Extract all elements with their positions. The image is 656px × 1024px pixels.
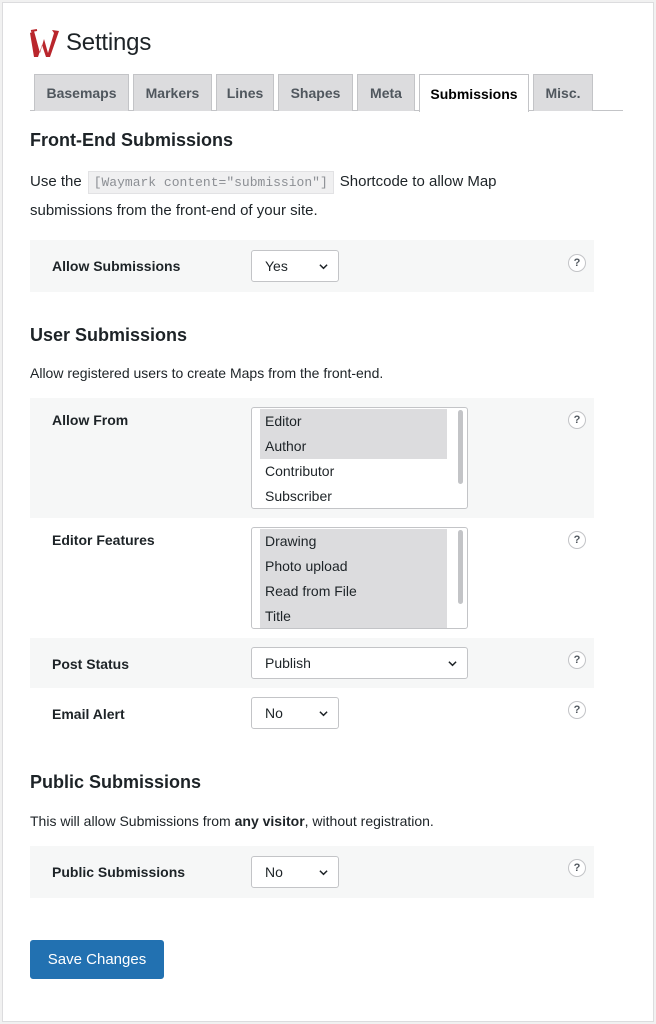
list-item[interactable]: Editor xyxy=(260,409,447,434)
editor-features-row xyxy=(30,518,594,638)
editor-features-label: Editor Features xyxy=(52,532,155,548)
front-end-desc-suffix: Shortcode to allow Map xyxy=(339,173,497,190)
public-submissions-select[interactable] xyxy=(251,856,339,888)
user-submissions-description: Allow registered users to create Maps from the front-end. xyxy=(30,365,384,381)
page-header xyxy=(28,25,151,61)
email-alert-value: No xyxy=(265,705,283,721)
allow-from-row xyxy=(30,398,594,518)
tab-meta[interactable]: Meta xyxy=(357,74,415,111)
post-status-select[interactable] xyxy=(251,647,468,679)
waymark-logo-icon xyxy=(28,27,62,59)
scrollbar[interactable] xyxy=(458,410,463,484)
post-status-row xyxy=(30,638,594,688)
public-desc-bold: any visitor xyxy=(234,813,305,829)
settings-tabs xyxy=(30,74,623,111)
help-icon[interactable]: ? xyxy=(568,651,586,669)
email-alert-select[interactable] xyxy=(251,697,339,729)
post-status-value: Publish xyxy=(265,655,311,671)
front-end-desc-line2: submissions from the front-end of your site. xyxy=(30,202,318,219)
public-submissions-label: Public Submissions xyxy=(52,864,186,880)
public-desc-prefix: This will allow Submissions from xyxy=(30,813,231,829)
public-submissions-value: No xyxy=(265,864,283,880)
tab-misc[interactable]: Misc. xyxy=(533,74,593,111)
public-submissions-row xyxy=(30,846,594,898)
allow-submissions-label: Allow Submissions xyxy=(52,258,181,274)
email-alert-row xyxy=(30,688,594,740)
page-title: Settings xyxy=(66,29,152,56)
allow-from-label: Allow From xyxy=(52,412,129,428)
user-submissions-heading: User Submissions xyxy=(30,325,188,345)
public-submissions-description xyxy=(30,807,434,835)
allow-submissions-value: Yes xyxy=(265,258,288,274)
front-end-description xyxy=(30,168,497,225)
chevron-down-icon xyxy=(319,262,328,271)
list-item[interactable]: Subscriber xyxy=(265,488,332,504)
editor-features-multiselect[interactable] xyxy=(251,527,468,629)
shortcode-text: [Waymark content="submission"] xyxy=(88,171,334,194)
list-item[interactable]: Read from File xyxy=(260,579,447,604)
help-icon[interactable]: ? xyxy=(568,701,586,719)
list-item[interactable]: Contributor xyxy=(265,463,335,479)
scrollbar[interactable] xyxy=(458,530,463,604)
tab-lines[interactable]: Lines xyxy=(216,74,274,111)
list-item[interactable]: Title xyxy=(260,604,447,629)
front-end-desc-prefix: Use the xyxy=(30,173,82,190)
allow-from-multiselect[interactable] xyxy=(251,407,468,509)
help-icon[interactable]: ? xyxy=(568,859,586,877)
list-item[interactable]: Drawing xyxy=(260,529,447,554)
post-status-label: Post Status xyxy=(52,656,130,672)
list-item[interactable]: Photo upload xyxy=(260,554,447,579)
tab-markers[interactable]: Markers xyxy=(133,74,212,111)
chevron-down-icon xyxy=(448,659,457,668)
front-end-heading: Front-End Submissions xyxy=(30,130,234,150)
save-changes-button[interactable]: Save Changes xyxy=(30,940,164,979)
allow-submissions-row xyxy=(30,240,594,292)
tab-submissions[interactable]: Submissions xyxy=(419,74,529,112)
tab-shapes[interactable]: Shapes xyxy=(278,74,353,111)
help-icon[interactable]: ? xyxy=(568,411,586,429)
public-desc-suffix: , without registration. xyxy=(304,813,434,829)
help-icon[interactable]: ? xyxy=(568,254,586,272)
chevron-down-icon xyxy=(319,709,328,718)
list-item[interactable]: Author xyxy=(260,434,447,459)
help-icon[interactable]: ? xyxy=(568,531,586,549)
public-submissions-heading: Public Submissions xyxy=(30,772,202,792)
allow-submissions-select[interactable] xyxy=(251,250,339,282)
email-alert-label: Email Alert xyxy=(52,706,125,722)
chevron-down-icon xyxy=(319,868,328,877)
tab-basemaps[interactable]: Basemaps xyxy=(34,74,129,111)
